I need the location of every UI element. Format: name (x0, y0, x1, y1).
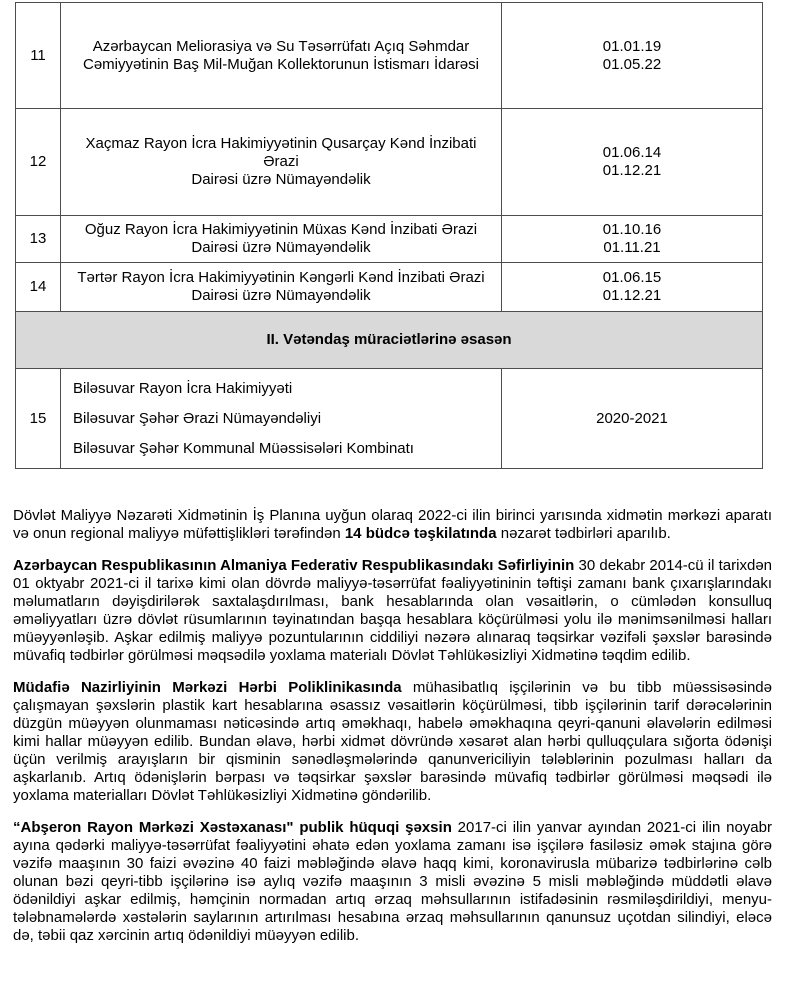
section-header-title: II. Vətəndaş müraciətlərinə əsasən (266, 331, 512, 348)
dates-cell (502, 216, 762, 262)
table-row-13 (16, 216, 762, 263)
date-value: 01.12.21 (602, 162, 662, 179)
org-name-cell (61, 369, 502, 468)
paragraph-text: nəzarət tədbirləri aparılıb. (496, 525, 671, 542)
paragraph-military-polyclinic (13, 679, 772, 805)
row-number: 14 (29, 278, 47, 295)
paragraph-text: 2017-ci ilin yanvar ayından 2021-ci ilin noyabr ayına qədərki maliyyə-təsərrüfat fəaliyyətini əhatə edən yoxlama zamanı isə işçilərə fasiləsiz əmək stajına görə vəzifə maaşının 30 faizi əvəzinə 40 faizi məbləğində əlavə haqq kimi, koronavirusla mübarizə tədbirlərinə cəlb olunan bəzi qeyri-tibb işçilərinə isə aylıq vəzifə maaşının 3 misli əvəzinə 5 misli məbləğində müddətli əlavə ödənildiyi aşkar edilmiş, həmçinin normadan artıq ərzaq məhsullarının istifadəsinin rəsmiləşdirildiyi, menyu-tələbnamələrdə xəstələrin saylarının artırılması hesabına ərzaq məhsullarının qanunsuz uçotdan silindiyi, eləcə də, təbii qaz xərcinin artıq ödənildiyi müəyyən edilib. (13, 819, 772, 944)
paragraph-text: mühasibatlıq işçilərinin və bu tibb müəssisəsində çalışmayan şəxslərin plastik kart hesablarına əsassız vəsaitlərin köçürülməsi, tibb işçilərinin tarif dərəcələrinin düzgün müəyyən olunmaması nəticəsində artıq əməkhaqı, habelə əməkhaqına qeyri-qanuni əlavələrin edilməsi kimi hallar müəyyən edilib. Bundan əlavə, hərbi xidmət dövründə xəsarət alan hərbi qulluqçulara sığorta ödənişi üçün verilmiş arayışların bir qisminin sənədləşmələrində qanunvericiliyin tələblərinin pozulması halları da aşkarlanıb. Artıq ödənişlərin bərpası və təqsirkar şəxslər barəsində müvafiq tədbirlər görülməsi məqsədi ilə yoxlama materialları Dövlət Təhlükəsizliyi Xidmətinə göndərilib. (13, 679, 772, 804)
row-number: 15 (29, 409, 47, 427)
row-number-cell (16, 216, 61, 262)
paragraph-text: Dövlət Maliyyə Nəzarəti Xidmətinin İş Planına uyğun olaraq 2022-ci ilin birinci yarısında xidmətin mərkəzi aparatı və onun regional maliyyə müfəttişlikləri tərəfindən (13, 507, 772, 542)
org-name-line: Dairəsi üzrə Nümayəndəlik (191, 171, 371, 188)
date-value: 01.12.21 (602, 287, 662, 304)
org-name-line: Xaçmaz Rayon İcra Hakimiyyətinin Qusarçay Kənd İnzibati Ərazi (85, 135, 477, 170)
paragraph-bold-text: Azərbaycan Respublikasının Almaniya Federativ Respublikasındakı Səfirliyinin (13, 557, 575, 574)
row-number: 11 (30, 46, 46, 64)
date-value: 2020-2021 (596, 409, 668, 427)
date-value: 01.06.15 (602, 269, 662, 286)
org-name-line: Biləsuvar Rayon İcra Hakimiyyəti (73, 379, 293, 397)
row-number-cell (16, 109, 61, 215)
date-value: 01.05.22 (602, 55, 662, 73)
org-name-cell (61, 263, 502, 311)
table-row-12 (16, 109, 762, 216)
dates-cell (502, 109, 762, 215)
table-row-15 (16, 369, 762, 468)
date-value: 01.06.14 (602, 144, 662, 161)
org-name-line: Azərbaycan Meliorasiya və Su Təsərrüfatı Açıq Səhmdar (92, 37, 470, 55)
document-page (0, 2, 800, 986)
date-value: 01.01.19 (602, 37, 662, 55)
date-value: 01.10.16 (602, 221, 662, 238)
inspections-table (15, 2, 763, 469)
row-number-cell (16, 3, 61, 108)
table-row-14 (16, 263, 762, 312)
report-text (0, 507, 800, 945)
org-name-cell (61, 109, 502, 215)
paragraph-absheron-hospital (13, 819, 772, 945)
dates-cell (502, 369, 762, 468)
paragraph-summary (13, 507, 772, 543)
org-name-cell (61, 3, 502, 108)
paragraph-bold-text: “Abşeron Rayon Mərkəzi Xəstəxanası" publik hüquqi şəxsin (13, 819, 452, 836)
table-row-11 (16, 3, 762, 109)
paragraph-text: 30 dekabr 2014-cü il tarixdən 01 oktyabr 2021-ci il tarixə kimi olan dövrdə maliyyə-təsərrüfat fəaliyyətininin təftişi zamanı bank çıxarışlarındakı məlumatların dəyişdirilərək saxtalaşdırılması, bank hesablarında olan vəsaitlərin, o cümlədən konsulluq əməliyyatları üzrə dövlət rüsumlarının təyinatından başqa hesablara köçürülməsi yolu ilə mənimsənilməsi halları müəyyənləşib. Aşkar edilmiş maliyyə pozuntularının ciddiliyi nəzərə alınaraq təqsirkar vəzifəli şəxslər barəsində müvafiq tədbirlər görülməsi məqsədilə yoxlama materialı Dövlət Təhlükəsizliyi Xidmətinə təqdim edilib. (13, 557, 772, 664)
row-number-cell (16, 263, 61, 311)
paragraph-bold-text: Müdafiə Nazirliyinin Mərkəzi Hərbi Poliklinikasında (13, 679, 402, 696)
org-name-line: Dairəsi üzrə Nümayəndəlik (191, 239, 371, 256)
paragraph-bold-text: 14 büdcə təşkilatında (344, 525, 497, 542)
org-name-line: Biləsuvar Şəhər Kommunal Müəssisələri Kombinatı (73, 439, 414, 457)
dates-cell (502, 263, 762, 311)
org-name-line: Tərtər Rayon İcra Hakimiyyətinin Kəngərli Kənd İnzibati Ərazi (77, 269, 485, 286)
org-name-line: Biləsuvar Şəhər Ərazi Nümayəndəliyi (73, 409, 322, 427)
org-name-line: Oğuz Rayon İcra Hakimiyyətinin Müxas Kənd İnzibati Ərazi (84, 221, 478, 238)
row-number: 12 (29, 153, 47, 170)
section-header-row (16, 312, 762, 369)
date-value: 01.11.21 (603, 239, 661, 256)
org-name-line: Dairəsi üzrə Nümayəndəlik (191, 287, 371, 304)
org-name-cell (61, 216, 502, 262)
row-number-cell (16, 369, 61, 468)
org-name-line: Cəmiyyətinin Baş Mil-Muğan Kollektorunun İstismarı İdarəsi (83, 55, 479, 73)
dates-cell (502, 3, 762, 108)
paragraph-embassy (13, 557, 772, 665)
row-number: 13 (29, 230, 47, 247)
